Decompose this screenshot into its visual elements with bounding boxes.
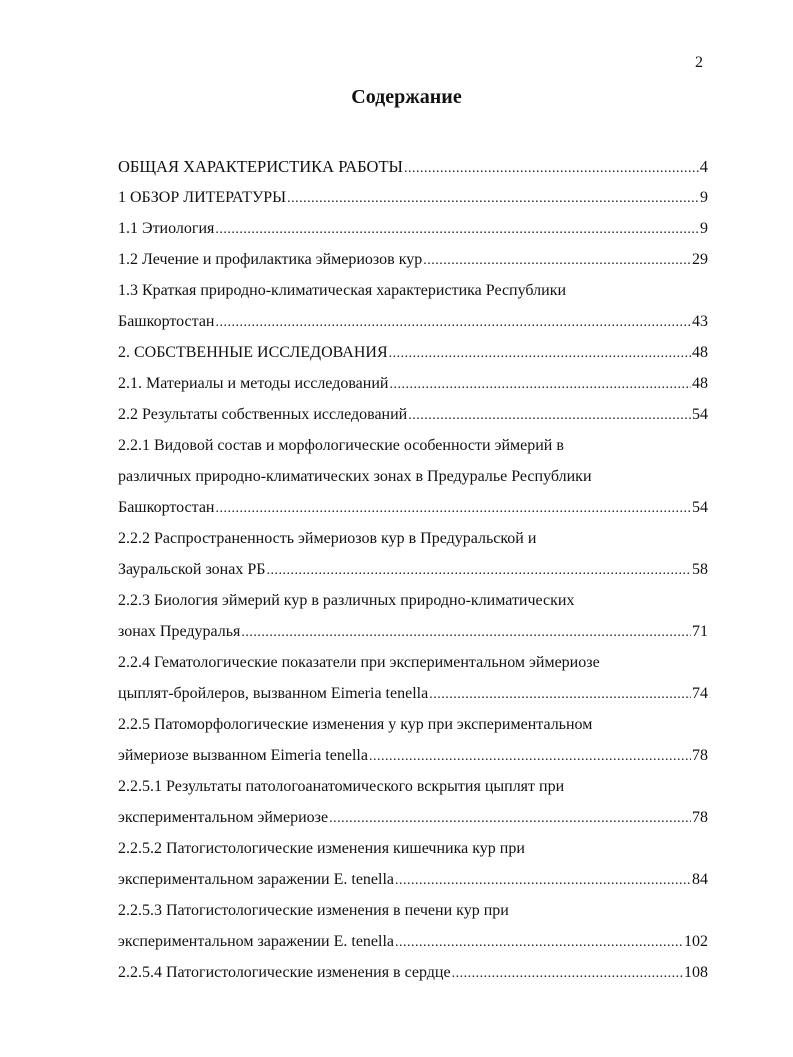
toc-entry-page: 43 <box>692 313 708 330</box>
toc-leader-dots <box>408 400 691 430</box>
toc-entry-continuation <box>118 647 708 678</box>
toc-entry-page: 78 <box>692 809 708 826</box>
toc-entry-title: экспериментальном заражении E. tenella <box>118 933 395 950</box>
toc-leader-dots <box>423 245 691 275</box>
toc-entry-title: 2.2.5 Патоморфологические изменения у кур при экспериментальном <box>118 716 593 733</box>
toc-leader-dots <box>404 153 699 182</box>
toc-entry <box>118 554 708 585</box>
toc-entry <box>118 678 708 709</box>
toc-entry-page: 54 <box>692 406 708 423</box>
toc-leader-dots <box>429 679 691 709</box>
toc-entry <box>118 492 708 523</box>
toc-entry-title: Башкортостан <box>118 499 215 516</box>
toc-entry-page: 9 <box>700 189 708 206</box>
toc-entry <box>118 399 708 430</box>
toc-entry-continuation <box>118 771 708 802</box>
toc-entry-title: экспериментальном эймериозе <box>118 809 329 826</box>
toc-entry-title: различных природно-климатических зонах в Предуралье Республики <box>118 468 592 485</box>
toc-leader-dots <box>329 803 691 833</box>
toc-title: Содержание <box>351 86 462 108</box>
toc-leader-dots <box>287 183 699 213</box>
toc-entry-title: Башкортостан <box>118 313 215 330</box>
toc-entry-continuation <box>118 275 708 306</box>
toc-entry-continuation <box>118 523 708 554</box>
toc-entry <box>118 337 708 368</box>
toc-entry-title: эймериозе вызванном Eimeria tenella <box>118 747 368 764</box>
toc-leader-dots <box>395 927 683 957</box>
toc-entry-title: 1.2 Лечение и профилактика эймериозов кур <box>118 251 423 268</box>
toc-entry-page: 78 <box>692 747 708 764</box>
toc-entry <box>118 182 708 213</box>
toc-entry <box>118 306 708 337</box>
toc-entry-page: 9 <box>700 220 708 237</box>
toc-entry-continuation <box>118 833 708 864</box>
toc-entry-title: 2.2.2 Распространенность эймериозов кур в Предуральской и <box>118 530 537 547</box>
toc-entry-continuation <box>118 709 708 740</box>
table-of-contents <box>118 151 708 988</box>
toc-entry <box>118 244 708 275</box>
toc-entry-title: 2.2.1 Видовой состав и морфологические особенности эймерий в <box>118 437 564 454</box>
toc-leader-dots <box>452 958 683 988</box>
toc-entry-title: 1.3 Краткая природно-климатическая характеристика Республики <box>118 282 567 299</box>
toc-entry-title: 1 ОБЗОР ЛИТЕРАТУРЫ <box>118 189 287 206</box>
toc-entry <box>118 926 708 957</box>
toc-leader-dots <box>241 617 691 647</box>
toc-entry-title: 2.2.5.4 Патогистологические изменения в сердце <box>118 964 451 981</box>
toc-entry <box>118 616 708 647</box>
toc-leader-dots <box>389 338 691 368</box>
toc-entry-page: 74 <box>692 685 708 702</box>
toc-entry-title: ОБЩАЯ ХАРАКТЕРИСТИКА РАБОТЫ <box>118 157 403 176</box>
toc-entry <box>118 864 708 895</box>
toc-entry <box>118 802 708 833</box>
toc-entry-title: Зауральской зонах РБ <box>118 561 266 578</box>
toc-leader-dots <box>395 865 691 895</box>
toc-entry <box>118 151 708 182</box>
toc-entry-page: 108 <box>684 964 708 981</box>
toc-leader-dots <box>389 369 691 399</box>
toc-entry <box>118 740 708 771</box>
toc-leader-dots <box>216 307 692 337</box>
toc-entry <box>118 213 708 244</box>
toc-entry-page: 54 <box>692 499 708 516</box>
toc-entry-title: зонах Предуралья <box>118 623 241 640</box>
toc-entry-title: 2.1. Материалы и методы исследований <box>118 375 389 392</box>
page-number: 2 <box>695 54 703 71</box>
toc-entry-page: 48 <box>692 344 708 361</box>
toc-entry-page: 84 <box>692 871 708 888</box>
toc-entry-title: 2. СОБСТВЕННЫЕ ИССЛЕДОВАНИЯ <box>118 344 388 361</box>
toc-entry-page: 102 <box>684 933 708 950</box>
toc-entry <box>118 368 708 399</box>
toc-entry <box>118 957 708 988</box>
toc-entry-continuation <box>118 461 708 492</box>
toc-entry-continuation <box>118 585 708 616</box>
toc-entry-title: 2.2 Результаты собственных исследований <box>118 406 408 423</box>
toc-entry-continuation <box>118 430 708 461</box>
toc-entry-page: 58 <box>692 561 708 578</box>
toc-leader-dots <box>215 214 699 244</box>
toc-entry-title: 2.2.4 Гематологические показатели при экспериментальном эймериозе <box>118 654 600 671</box>
toc-entry-title: цыплят-бройлеров, вызванном Eimeria tenella <box>118 685 429 702</box>
toc-entry-title: экспериментальном заражении E. tenella <box>118 871 395 888</box>
toc-entry-title: 2.2.5.3 Патогистологические изменения в печени кур при <box>118 902 509 919</box>
toc-entry-page: 29 <box>692 251 708 268</box>
toc-entry-title: 2.2.3 Биология эймерий кур в различных природно-климатических <box>118 592 575 609</box>
toc-entry-title: 2.2.5.1 Результаты патологоанатомического вскрытия цыплят при <box>118 778 565 795</box>
toc-entry-title: 1.1 Этиология <box>118 220 215 237</box>
toc-entry-title: 2.2.5.2 Патогистологические изменения кишечника кур при <box>118 840 525 857</box>
toc-entry-continuation <box>118 895 708 926</box>
toc-leader-dots <box>369 741 691 771</box>
toc-entry-page: 48 <box>692 375 708 392</box>
toc-entry-page: 71 <box>692 623 708 640</box>
toc-leader-dots <box>216 493 692 523</box>
toc-entry-page: 4 <box>699 157 708 176</box>
toc-leader-dots <box>266 555 691 585</box>
